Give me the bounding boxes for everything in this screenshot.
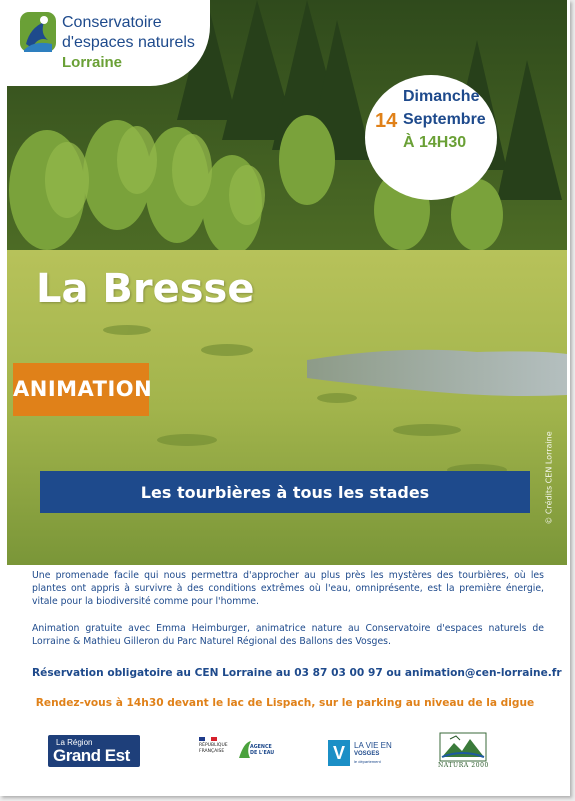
- region-logo-name: Grand Est: [53, 746, 130, 765]
- meeting-point: Rendez-vous à 14h30 devant le lac de Lispach, sur le parking au niveau de la digue: [35, 697, 535, 709]
- event-time: À 14H30: [403, 134, 467, 151]
- guides-paragraph: Animation gratuite avec Emma Heimburger, animatrice nature au Conservatoire d'espaces naturels de Lorraine & Mathieu Gilleron du Parc Naturel Régional des Ballons des Vosges.: [32, 623, 544, 647]
- agence-de-leau-logo: [238, 738, 286, 766]
- event-day: 14: [375, 110, 398, 132]
- agence-text: AGENCE DE L'EAU: [250, 745, 275, 756]
- event-subtitle: Les tourbières à tous les stades: [140, 483, 430, 502]
- republique-text: RÉPUBLIQUE FRANÇAISE: [199, 743, 228, 754]
- vosges-line1: LA VIE EN: [354, 741, 392, 750]
- category-badge: [13, 363, 153, 416]
- vosges-line3: le département: [354, 759, 381, 764]
- natura-emblem-icon: [436, 731, 490, 763]
- organization-name-line1: Conservatoire: [62, 14, 162, 31]
- event-month: Septembre: [403, 111, 486, 128]
- photo-credit: [541, 428, 557, 528]
- vosges-department-logo: [328, 738, 398, 768]
- region-grand-est-logo: [48, 735, 140, 767]
- logo-panel: [0, 0, 210, 86]
- organization-name-line2: d'espaces naturels: [62, 34, 195, 51]
- organization-logo-icon: [18, 10, 58, 54]
- description-paragraph: Une promenade facile qui nous permettra d'approcher au plus près les mystères des tourbières, où les plantes ont appris à survivre à des conditions extrêmes où l'eau, omniprésente, est la première énergie, vitale pour la biodiversité comme pour l'homme.: [32, 570, 544, 607]
- natura-2000-logo: [436, 731, 490, 771]
- event-weekday: Dimanche: [403, 88, 480, 105]
- photo-credit-text: © Crédits CEN Lorraine: [544, 431, 554, 525]
- republique-francaise-logo: [195, 737, 237, 767]
- region-logo-small-text: La Région: [56, 738, 93, 747]
- natura-label: NATURA 2000: [438, 762, 489, 769]
- place-title: La Bresse: [36, 266, 255, 312]
- vosges-line2: VOSGES: [354, 751, 380, 757]
- category-label: ANIMATION: [13, 377, 153, 401]
- organization-region: Lorraine: [62, 54, 123, 71]
- french-flag-icon: [199, 737, 217, 741]
- reservation-info: Réservation obligatoire au CEN Lorraine au 03 87 03 00 97 ou animation@cen-lorraine.fr: [32, 667, 562, 679]
- vosges-v-icon: V: [328, 740, 350, 766]
- subtitle-banner: [40, 471, 530, 513]
